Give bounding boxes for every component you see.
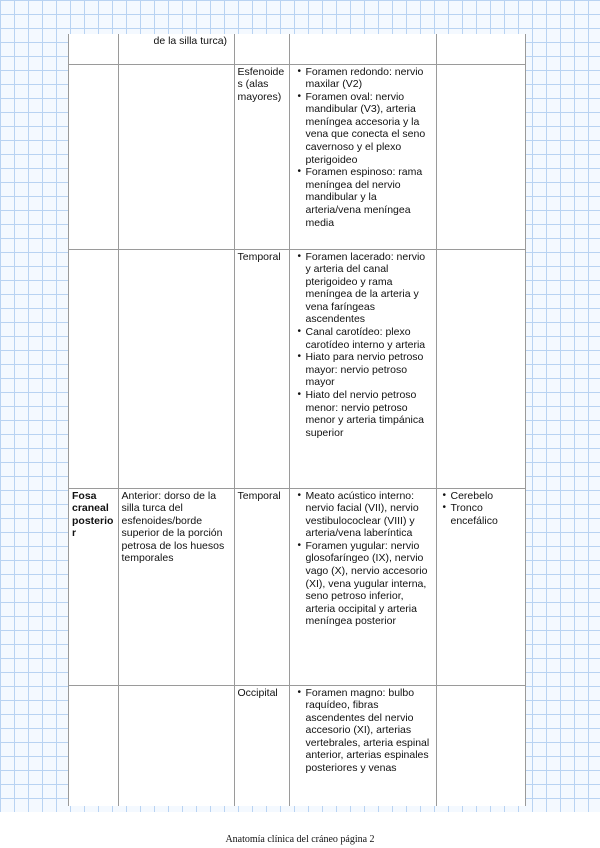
list-item: • Meato acústico interno: nervio facial (VII), nervio vestibulococlear (VIII) y arteria/vena laberíntica [306, 490, 433, 540]
limits-cell [118, 34, 234, 64]
list-item: • Tronco encefálico [451, 502, 523, 527]
list-item: • Canal carotídeo: plexo carotídeo interno y arteria [306, 326, 433, 351]
region-cell: Fosa craneal posterior [69, 488, 118, 685]
table-row [69, 64, 525, 249]
region-cell [69, 685, 118, 806]
contents-cell [436, 249, 525, 488]
region-cell [69, 64, 118, 249]
page-footer: Anatomía clínica del cráneo página 2 [225, 834, 375, 845]
document-page [68, 34, 526, 806]
table-row [69, 249, 525, 488]
cranial-fossa-table [69, 34, 525, 806]
table-row [69, 488, 525, 685]
bone-cell: Esfenoides (alas mayores) [234, 64, 289, 249]
bone-cell [234, 34, 289, 64]
list-item: • Foramen yugular: nervio glosofaríngeo (IX), nervio vago (X), nervio accesorio (XI), vena yugular interna, seno petroso inferior, arteria occipital y arteria meníngea posterior [306, 540, 433, 628]
foramina-cell [289, 34, 436, 64]
list-item: • Foramen lacerado: nervio y arteria del canal pterigoideo y rama meníngea de la arteria y vena faríngeas ascendentes [306, 251, 433, 327]
list-item: • Cerebelo [451, 490, 523, 503]
foramina-cell [289, 488, 436, 685]
foramina-list [293, 490, 433, 629]
limits-cell [118, 64, 234, 249]
list-item: • Foramen redondo: nervio maxilar (V2) [306, 66, 433, 91]
region-cell [69, 34, 118, 64]
foramina-cell [289, 64, 436, 249]
contents-cell [436, 488, 525, 685]
list-item: • Foramen magno: bulbo raquídeo, fibras ascendentes del nervio accesorio (XI), arterias vertebrales, arteria espinal anterior, arterias espinales posteriores y venas [306, 687, 433, 775]
list-item: • Hiato del nervio petroso menor: nervio petroso menor y arteria timpánica superior [306, 389, 433, 439]
contents-cell [436, 64, 525, 249]
foramina-cell [289, 685, 436, 806]
region-cell [69, 249, 118, 488]
table-row [69, 34, 525, 64]
contents-cell [436, 685, 525, 806]
foramina-list [293, 687, 433, 775]
bone-cell: Temporal [234, 488, 289, 685]
list-item: • Hiato para nervio petroso mayor: nervio petroso mayor [306, 351, 433, 389]
contents-cell [436, 34, 525, 64]
limits-text: de la silla turca) [153, 35, 228, 47]
foramina-list [293, 66, 433, 230]
list-item: • Foramen espinoso: rama meníngea del nervio mandibular y la arteria/vena meníngea media [306, 166, 433, 229]
limits-cell [118, 249, 234, 488]
limits-cell [118, 685, 234, 806]
bone-cell: Temporal [234, 249, 289, 488]
foramina-cell [289, 249, 436, 488]
foramina-list [293, 251, 433, 440]
list-item: • Foramen oval: nervio mandibular (V3), arteria meníngea accesoria y la vena que conecta el seno cavernoso y el plexo pterigoideo [306, 91, 433, 167]
contents-list [440, 490, 523, 528]
table-row [69, 685, 525, 806]
limits-cell: Anterior: dorso de la silla turca del esfenoides/borde superior de la porción petrosa de los huesos temporales [118, 488, 234, 685]
bone-cell: Occipital [234, 685, 289, 806]
